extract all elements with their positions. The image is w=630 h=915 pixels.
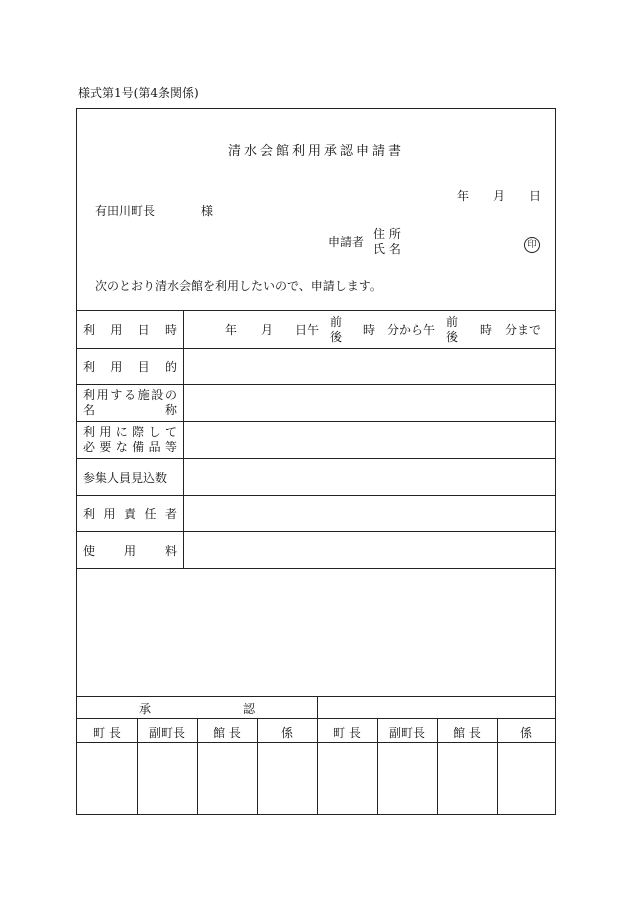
form-title: 清水会館利用承認申請書 (227, 144, 404, 159)
date-year-label: 年 (457, 189, 470, 203)
approval-header-line (77, 718, 555, 719)
datetime-hour: 時 (363, 323, 376, 337)
datetime-ampm-choice-1 (330, 315, 342, 345)
label-char: 利 (83, 360, 96, 374)
row-divider (77, 458, 555, 459)
row-divider (77, 384, 555, 385)
label-char: 使 (83, 544, 96, 558)
label-char: な (115, 440, 128, 454)
label-char: 称 (164, 403, 177, 417)
label-char: に (115, 425, 128, 439)
application-statement: 次のとおり清水会館を利用したいので、申請します。 (95, 279, 382, 293)
label-char: の (164, 388, 177, 402)
label-char: 利 (83, 425, 96, 439)
addressee-honorific: 様 (201, 204, 214, 218)
seal-icon: 印 (524, 237, 540, 253)
label-char: 施 (137, 388, 150, 402)
date-month-label: 月 (493, 189, 506, 203)
addressee-name: 有田川町長 (95, 204, 156, 218)
approval-divider (317, 696, 318, 814)
label-char: 者 (164, 507, 177, 521)
approval-header (139, 700, 255, 717)
label-char: 時 (164, 323, 177, 337)
label-char: て (164, 425, 177, 439)
date-day-label: 日 (529, 189, 542, 203)
label-char: 必 (83, 440, 96, 454)
row-label-facility-name (77, 388, 183, 418)
row-label-line (83, 403, 177, 418)
row-label-responsible-person (77, 505, 183, 522)
label-char: 名 (83, 403, 96, 417)
label-char: 利 (83, 388, 96, 402)
applicant-label: 申請者 (328, 235, 365, 249)
label-char: 任 (144, 507, 157, 521)
label-char: 備 (132, 440, 145, 454)
label-char: 料 (164, 544, 177, 558)
row-label-attendees (77, 469, 183, 486)
label-char: 用 (103, 507, 116, 521)
approval-col-deputy-mayor: 副町長 (148, 726, 185, 740)
row-label-usage-datetime (77, 321, 183, 338)
label-char: 利 (83, 507, 96, 521)
label-char: る (123, 388, 136, 402)
applicant-name-label: 氏 名 (373, 242, 401, 256)
label-char: 日 (137, 323, 150, 337)
approval-columns-line (77, 742, 555, 743)
row-divider (77, 421, 555, 422)
label-column-divider (183, 310, 184, 568)
datetime-ampm-choice-2 (446, 315, 458, 345)
datetime-year: 年 (225, 323, 238, 337)
row-label-equipment (77, 425, 183, 455)
label-char: 利 (83, 323, 96, 337)
label-char: 用 (123, 544, 136, 558)
row-label-text: 参集人員見込数 (83, 471, 168, 485)
approval-col-deputy-mayor-2: 副町長 (388, 726, 425, 740)
row-label-usage-fee (77, 542, 183, 559)
table-bottom-line (77, 568, 555, 569)
datetime-month: 月 (261, 323, 274, 337)
label-char: し (148, 425, 161, 439)
datetime-hour-end: 時 (480, 323, 493, 337)
label-char: 用 (110, 323, 123, 337)
row-label-line (83, 440, 177, 455)
row-divider (77, 531, 555, 532)
approval-col-mayor-2: 町 長 (333, 726, 361, 740)
table-top-line (77, 310, 555, 311)
label-char: 用 (110, 360, 123, 374)
label-char: 要 (99, 440, 112, 454)
label-char: 的 (164, 360, 177, 374)
row-divider (77, 348, 555, 349)
applicant-address-label: 住 所 (373, 227, 401, 241)
label-char: 目 (137, 360, 150, 374)
label-char: す (110, 388, 123, 402)
label-char: 責 (123, 507, 136, 521)
row-divider (77, 495, 555, 496)
label-char: 認 (242, 702, 255, 716)
row-label-usage-purpose (77, 358, 183, 375)
am-label: 前 (446, 315, 459, 329)
form-number-label: 様式第1号(第4条関係) (78, 86, 199, 100)
label-char: 用 (99, 425, 112, 439)
row-label-line (83, 388, 177, 403)
approval-col-director-2: 館 長 (453, 726, 481, 740)
datetime-day-ampm: 日午 (295, 323, 320, 337)
application-form (76, 108, 556, 815)
datetime-minute-until: 分まで (505, 323, 542, 337)
label-char: 品 (148, 440, 161, 454)
am-label: 前 (330, 315, 343, 329)
label-char: 用 (96, 388, 109, 402)
label-char: 承 (139, 702, 152, 716)
datetime-minute-from: 分から午 (387, 323, 436, 337)
approval-col-staff-2: 係 (519, 726, 532, 740)
pm-label: 後 (330, 330, 343, 344)
row-label-line (83, 425, 177, 440)
pm-label: 後 (446, 330, 459, 344)
label-char: 設 (151, 388, 164, 402)
approval-top-line (77, 696, 555, 697)
approval-col-mayor: 町 長 (93, 726, 121, 740)
approval-col-staff: 係 (280, 726, 293, 740)
label-char: 際 (132, 425, 145, 439)
approval-col-director: 館 長 (213, 726, 241, 740)
label-char: 等 (164, 440, 177, 454)
